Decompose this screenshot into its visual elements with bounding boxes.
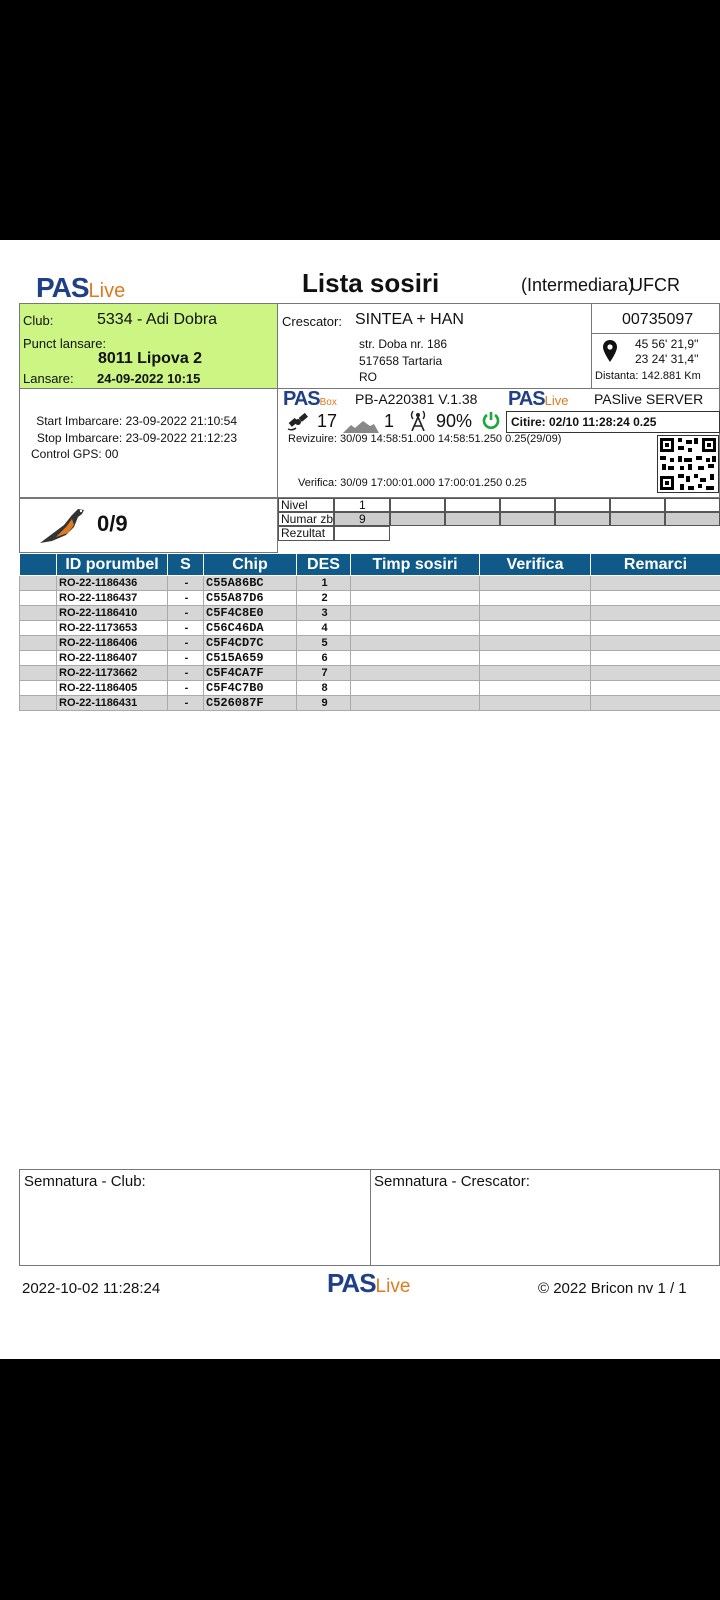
signal-tower-icon bbox=[409, 409, 427, 431]
satellite-icon bbox=[286, 411, 312, 433]
paslive-logo: PASLive bbox=[36, 272, 126, 303]
pigeon-id: RO-22-1186410 bbox=[57, 606, 168, 621]
time-cell bbox=[351, 651, 480, 666]
status-cell: - bbox=[168, 636, 204, 651]
pigeon-id: RO-22-1186437 bbox=[57, 591, 168, 606]
chip-cell: C5F4C7B0 bbox=[204, 681, 297, 696]
battery-level: 90% bbox=[436, 411, 473, 431]
level-grid: Nivel 1 Numar zb 9 Rezultat bbox=[278, 498, 720, 553]
chip-cell: C56C46DA bbox=[204, 621, 297, 636]
remarks-cell bbox=[591, 606, 720, 621]
des-cell: 6 bbox=[297, 651, 351, 666]
breeder-name: SINTEA + HAN bbox=[355, 311, 464, 328]
release-time: 24-09-2022 10:15 bbox=[97, 371, 201, 386]
col-remarks: Remarci bbox=[591, 554, 720, 576]
row-spacer bbox=[20, 621, 57, 636]
longitude: 23 24' 31,4'' bbox=[635, 352, 699, 366]
table-row bbox=[20, 636, 720, 651]
verify-cell bbox=[480, 696, 591, 711]
pigeon-id: RO-22-1186405 bbox=[57, 681, 168, 696]
row-spacer bbox=[20, 636, 57, 651]
remarks-cell bbox=[591, 591, 720, 606]
remarks-cell bbox=[591, 576, 720, 591]
col-s: S bbox=[168, 554, 204, 576]
pasbox-logo: PASBox bbox=[283, 388, 337, 410]
revizuire: Revizuire: 30/09 14:58:51.000 14:58:51.250 0.25(29/09) bbox=[288, 433, 562, 445]
release-point: 8011 Lipova 2 bbox=[98, 350, 203, 367]
paslive-small-logo: PASLive bbox=[508, 388, 569, 410]
pigeon-id: RO-22-1173653 bbox=[57, 621, 168, 636]
table-row bbox=[20, 681, 720, 696]
row-spacer bbox=[20, 696, 57, 711]
des-cell: 2 bbox=[297, 591, 351, 606]
antenna-count: 1 bbox=[384, 411, 395, 431]
coordinates-box bbox=[591, 333, 720, 389]
table-row bbox=[20, 606, 720, 621]
des-cell: 4 bbox=[297, 621, 351, 636]
table-row bbox=[20, 666, 720, 681]
citire-value: Citire: 02/10 11:28:24 0.25 bbox=[511, 415, 657, 429]
chip-cell: C5F4CA7F bbox=[204, 666, 297, 681]
des-cell: 7 bbox=[297, 666, 351, 681]
table-row bbox=[20, 591, 720, 606]
table-row bbox=[20, 696, 720, 711]
table-row bbox=[20, 651, 720, 666]
chip-cell: C55A86BC bbox=[204, 576, 297, 591]
verify-cell bbox=[480, 576, 591, 591]
chip-cell: C526087F bbox=[204, 696, 297, 711]
status-cell: - bbox=[168, 621, 204, 636]
time-cell bbox=[351, 621, 480, 636]
des-cell: 3 bbox=[297, 606, 351, 621]
club-value: 5334 - Adi Dobra bbox=[97, 311, 218, 328]
qr-code-icon bbox=[657, 435, 719, 493]
footer-logo: PASLive bbox=[327, 1268, 411, 1298]
report-page bbox=[0, 240, 720, 1359]
citire-box bbox=[506, 411, 720, 433]
verify-cell bbox=[480, 636, 591, 651]
remarks-cell bbox=[591, 651, 720, 666]
status-cell: - bbox=[168, 696, 204, 711]
verifica: Verifica: 30/09 17:00:01.000 17:00:01.250 0.25 bbox=[298, 477, 527, 489]
breeder-box: Crescator: SINTEA + HAN str. Doba nr. 186 517658 Tartaria RO bbox=[278, 303, 592, 389]
verify-cell bbox=[480, 666, 591, 681]
breeder-id: 00735097 bbox=[622, 311, 694, 328]
time-cell bbox=[351, 696, 480, 711]
remarks-cell bbox=[591, 681, 720, 696]
club-signature-label: Semnatura - Club: bbox=[24, 1173, 146, 1190]
chip-cell: C515A659 bbox=[204, 651, 297, 666]
pigeon-id: RO-22-1186431 bbox=[57, 696, 168, 711]
signature-area bbox=[19, 1169, 720, 1266]
page-title: Lista sosiri bbox=[302, 268, 440, 298]
breeder-signature-label: Semnatura - Crescator: bbox=[374, 1173, 530, 1190]
club-box: Club: 5334 - Adi Dobra Punct lansare: 8011 Lipova 2 Lansare: 24-09-2022 10:15 bbox=[19, 303, 278, 389]
status-cell: - bbox=[168, 651, 204, 666]
time-cell bbox=[351, 666, 480, 681]
time-cell bbox=[351, 591, 480, 606]
remarks-cell bbox=[591, 636, 720, 651]
chip-cell: C5F4CD7C bbox=[204, 636, 297, 651]
row-spacer bbox=[20, 576, 57, 591]
time-cell bbox=[351, 681, 480, 696]
remarks-cell bbox=[591, 621, 720, 636]
pigeon-icon bbox=[38, 505, 90, 545]
verify-cell bbox=[480, 651, 591, 666]
server-label: PASlive SERVER bbox=[594, 391, 704, 407]
row-spacer bbox=[20, 681, 57, 696]
summary-box bbox=[19, 498, 278, 553]
status-cell: - bbox=[168, 606, 204, 621]
row-spacer bbox=[20, 591, 57, 606]
col-verify: Verifica bbox=[480, 554, 591, 576]
device-box bbox=[278, 389, 720, 498]
boarding-box: Start Imbarcare: 23-09-2022 21:10:54 Stop Imbarcare: 23-09-2022 21:12:23 Control GPS: 00 bbox=[19, 389, 278, 498]
distance: Distanta: 142.881 Km bbox=[595, 370, 701, 382]
power-icon bbox=[482, 411, 500, 429]
report-type: (Intermediara) bbox=[521, 275, 635, 295]
remarks-cell bbox=[591, 696, 720, 711]
col-chip: Chip bbox=[204, 554, 297, 576]
row-spacer bbox=[20, 651, 57, 666]
table-row bbox=[20, 576, 720, 591]
verify-cell bbox=[480, 606, 591, 621]
chip-cell: C55A87D6 bbox=[204, 591, 297, 606]
verify-cell bbox=[480, 681, 591, 696]
table-row bbox=[20, 621, 720, 636]
verify-cell bbox=[480, 621, 591, 636]
verify-cell bbox=[480, 591, 591, 606]
row-spacer bbox=[20, 666, 57, 681]
des-cell: 8 bbox=[297, 681, 351, 696]
status-cell: - bbox=[168, 591, 204, 606]
latitude: 45 56' 21,9'' bbox=[635, 337, 699, 351]
status-cell: - bbox=[168, 576, 204, 591]
copyright: © 2022 Bricon nv 1 / 1 bbox=[538, 1280, 687, 1297]
federation-code: UFCR bbox=[630, 275, 680, 295]
time-cell bbox=[351, 606, 480, 621]
satellite-count: 17 bbox=[317, 411, 338, 431]
des-cell: 9 bbox=[297, 696, 351, 711]
des-cell: 1 bbox=[297, 576, 351, 591]
table-header bbox=[20, 554, 720, 576]
mountain-icon bbox=[343, 419, 379, 433]
arrivals-table bbox=[19, 553, 720, 711]
remarks-cell bbox=[591, 666, 720, 681]
row-spacer bbox=[20, 606, 57, 621]
status-cell: - bbox=[168, 681, 204, 696]
device-model: PB-A220381 V.1.38 bbox=[355, 391, 478, 407]
col-des: DES bbox=[297, 554, 351, 576]
col-time: Timp sosiri bbox=[351, 554, 480, 576]
print-timestamp: 2022-10-02 11:28:24 bbox=[22, 1280, 161, 1297]
status-cell: - bbox=[168, 666, 204, 681]
time-cell bbox=[351, 636, 480, 651]
pigeon-id: RO-22-1186406 bbox=[57, 636, 168, 651]
time-cell bbox=[351, 576, 480, 591]
chip-cell: C5F4C8E0 bbox=[204, 606, 297, 621]
location-pin-icon bbox=[603, 340, 617, 362]
col-id: ID porumbel bbox=[57, 554, 168, 576]
pigeon-id: RO-22-1186407 bbox=[57, 651, 168, 666]
pigeon-id: RO-22-1173662 bbox=[57, 666, 168, 681]
breeder-id-box bbox=[591, 303, 720, 334]
pigeon-id: RO-22-1186436 bbox=[57, 576, 168, 591]
des-cell: 5 bbox=[297, 636, 351, 651]
arrival-count: 0/9 bbox=[97, 511, 128, 536]
